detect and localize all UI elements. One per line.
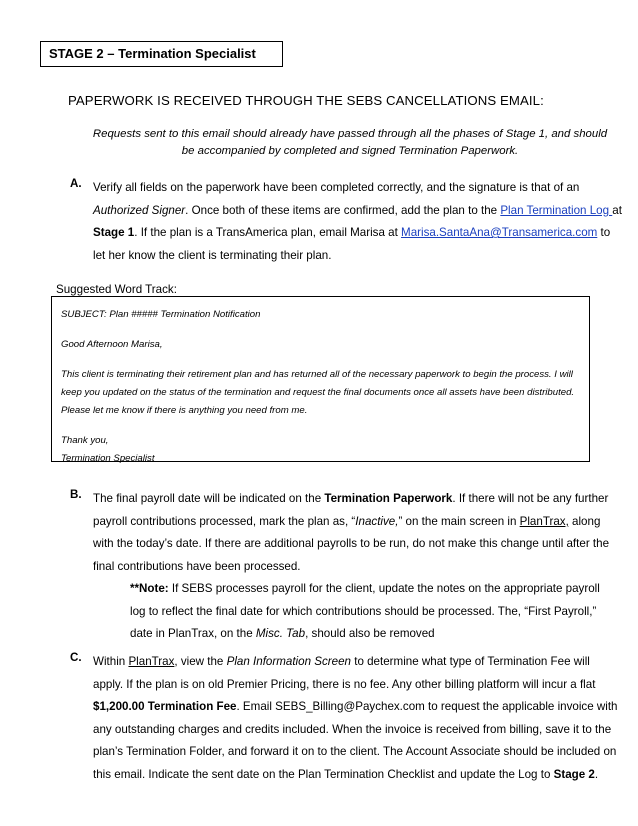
text: . Once both of these items are confirmed, add the plan to the: [185, 203, 501, 217]
text: at: [612, 203, 622, 217]
word-track-body: This client is terminating their retirement plan and has returned all of the necessary paperwork to begin the process. I will keep you updated on the status of the termination and request the final documents once all assets have been distributed. Please let me know if there is anything you need from me.: [61, 369, 575, 416]
word-track-greeting: Good Afternoon Marisa,: [61, 339, 163, 350]
text: along with the today’s date. If there are additional payrolls to be run, do not make this change until after the final contributions have been processed.: [93, 514, 610, 573]
word-track-closing: Thank you,: [61, 435, 109, 446]
text: The final payroll date will be indicated on the: [93, 492, 325, 505]
text-bold: Stage 2: [553, 767, 595, 781]
step-text: [93, 177, 622, 267]
email-link[interactable]: Marisa.SantaAna@Transamerica.com: [401, 226, 598, 239]
text: Within: [93, 655, 129, 668]
step-text: [93, 488, 622, 578]
text: , should also be removed: [305, 627, 435, 640]
stage-title-box: STAGE 2 – Termination Specialist: [40, 41, 283, 67]
step-c: [70, 651, 622, 786]
step-b: [70, 488, 622, 578]
text-italic: Authorized Signer: [93, 203, 186, 217]
payroll-note: [130, 578, 610, 646]
text-underline: PlanTrax,: [519, 514, 569, 528]
text: Verify all fields on the paperwork have been completed correctly, and the signature is that of an: [93, 181, 580, 194]
text-italic: Plan Information Screen: [226, 655, 351, 668]
step-letter: C.: [70, 651, 82, 664]
word-track-subject: SUBJECT: Plan ##### Termination Notification: [61, 309, 261, 320]
text-underline: PlanTrax: [128, 655, 175, 668]
section-heading: PAPERWORK IS RECEIVED THROUGH THE SEBS CANCELLATIONS EMAIL:: [68, 93, 544, 108]
text-bold: **Note:: [130, 582, 169, 595]
text-bold: Termination Paperwork: [324, 492, 453, 505]
step-letter: A.: [70, 177, 82, 190]
text: . If the plan is a TransAmerica plan, email Marisa at: [134, 226, 402, 239]
text: If SEBS processes payroll for the client, update the notes on the appropriate payroll log to reflect the final date for which contributions should be processed. The, “First Payroll,” date in PlanTrax, on the: [130, 582, 600, 640]
text: .: [594, 767, 599, 781]
text: ” on the main screen in: [398, 514, 520, 528]
text: to determine what type of Termination Fee will apply. If the plan is on old Premier Pricing, there is no fee. Any other billing platform will incur a flat: [93, 655, 596, 691]
text: to let her know the client is terminating their plan.: [93, 226, 611, 262]
step-a: [70, 177, 622, 267]
text: . If there will not be any further payroll contributions processed, mark the plan as, “: [93, 492, 609, 528]
text: . Email SEBS_Billing@Paychex.com to request the applicable invoice with any outstanding charges and credits included. When the invoice is received from billing, save it to the plan’s Termination Folder, and forward it on to the client. The Account Associate should be included on this email. Indicate the sent date on the Plan Termination Checklist and update the Log to: [93, 700, 618, 781]
text-bold: Stage 1: [93, 226, 135, 239]
step-text: [93, 651, 622, 786]
word-track-box: [51, 296, 590, 462]
text-italic: Inactive,: [355, 514, 399, 528]
step-letter: B.: [70, 488, 82, 501]
plan-termination-log-link[interactable]: Plan Termination Log: [500, 203, 613, 217]
word-track-label: Suggested Word Track:: [56, 283, 177, 296]
text: , view the: [174, 655, 227, 668]
word-track-signature: Termination Specialist: [61, 453, 155, 464]
intro-note: Requests sent to this email should already have passed through all the phases of Stage 1, and should be accompanied by completed and signed Termination Paperwork.: [92, 128, 608, 157]
text-bold: $1,200.00 Termination Fee: [93, 700, 237, 713]
text-italic: Misc. Tab: [255, 627, 306, 640]
